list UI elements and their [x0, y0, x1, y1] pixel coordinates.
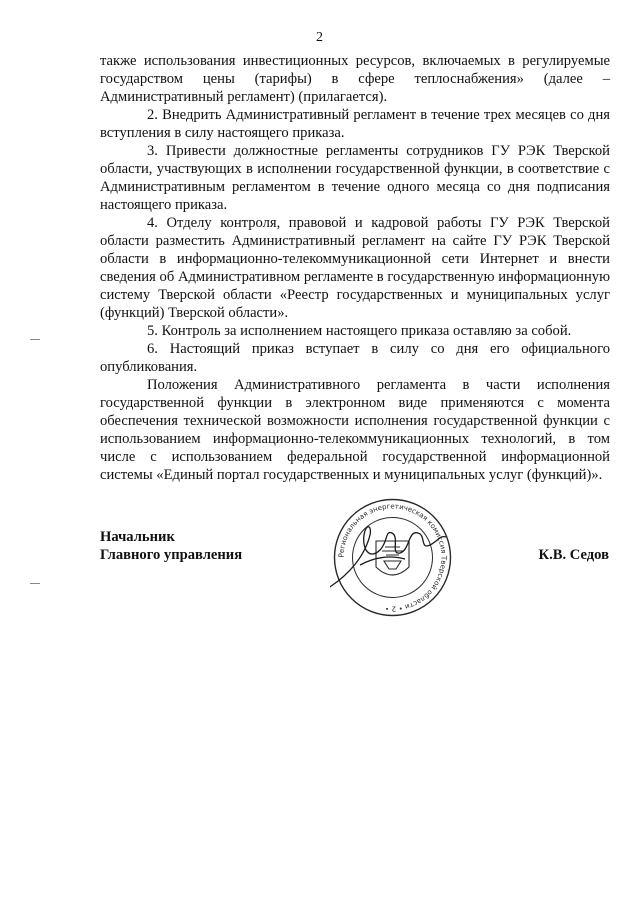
signatory-name: К.В. Седов	[538, 547, 609, 563]
signatory-title-line-2: Главного управления	[100, 547, 243, 563]
paragraph-item-5: 5. Контроль за исполнением настоящего приказа оставляю за собой.	[147, 323, 572, 339]
page-number: 2	[316, 30, 323, 45]
official-seal-stamp	[330, 495, 455, 620]
seal-graphic	[330, 495, 455, 620]
paragraph-item-6: 6. Настоящий приказ вступает в силу со дня его официального опубликования.	[100, 341, 610, 375]
paragraph-provisions: Положения Административного регламента в части исполнения государственной функции в электронном виде применяются с момента обеспечения технической возможности исполнения государственной функции с использованием информационно-телекоммуникационных технологий, в том числе с использованием федеральной государственной информационной системы «Единый портал государственных и муниципальных услуг (функций)».	[100, 377, 610, 483]
document-body	[100, 52, 610, 484]
paragraph-continuation: также использования инвестиционных ресурсов, включаемых в регулируемые государством цены (тарифы) в сфере теплоснабжения» (далее – Административный регламент) (прилагается).	[100, 53, 610, 105]
paragraph-item-2: 2. Внедрить Административный регламент в течение трех месяцев со дня вступления в силу настоящего приказа.	[100, 107, 610, 141]
signatory-title-line-1: Начальник	[100, 529, 175, 545]
seal-text: Региональная энергетическая комиссия Тверской области • 2 •	[337, 502, 448, 613]
signatory-title	[100, 528, 242, 564]
margin-mark	[30, 339, 40, 340]
paragraph-item-3: 3. Привести должностные регламенты сотрудников ГУ РЭК Тверской области, участвующих в исполнении государственной функции, в соответствие с Административным регламентом в течение одного месяца со дня подписания настоящего приказа.	[100, 143, 610, 213]
margin-mark	[30, 583, 40, 584]
paragraph-item-4: 4. Отделу контроля, правовой и кадровой работы ГУ РЭК Тверской области разместить Административный регламент на сайте ГУ РЭК Тверской области в информационно-телекоммуникационной сети Интернет и внести сведения об Административном регламенте в государственную информационную систему Тверской области «Реестр государственных и муниципальных услуг (функций) Тверской области».	[100, 215, 610, 321]
